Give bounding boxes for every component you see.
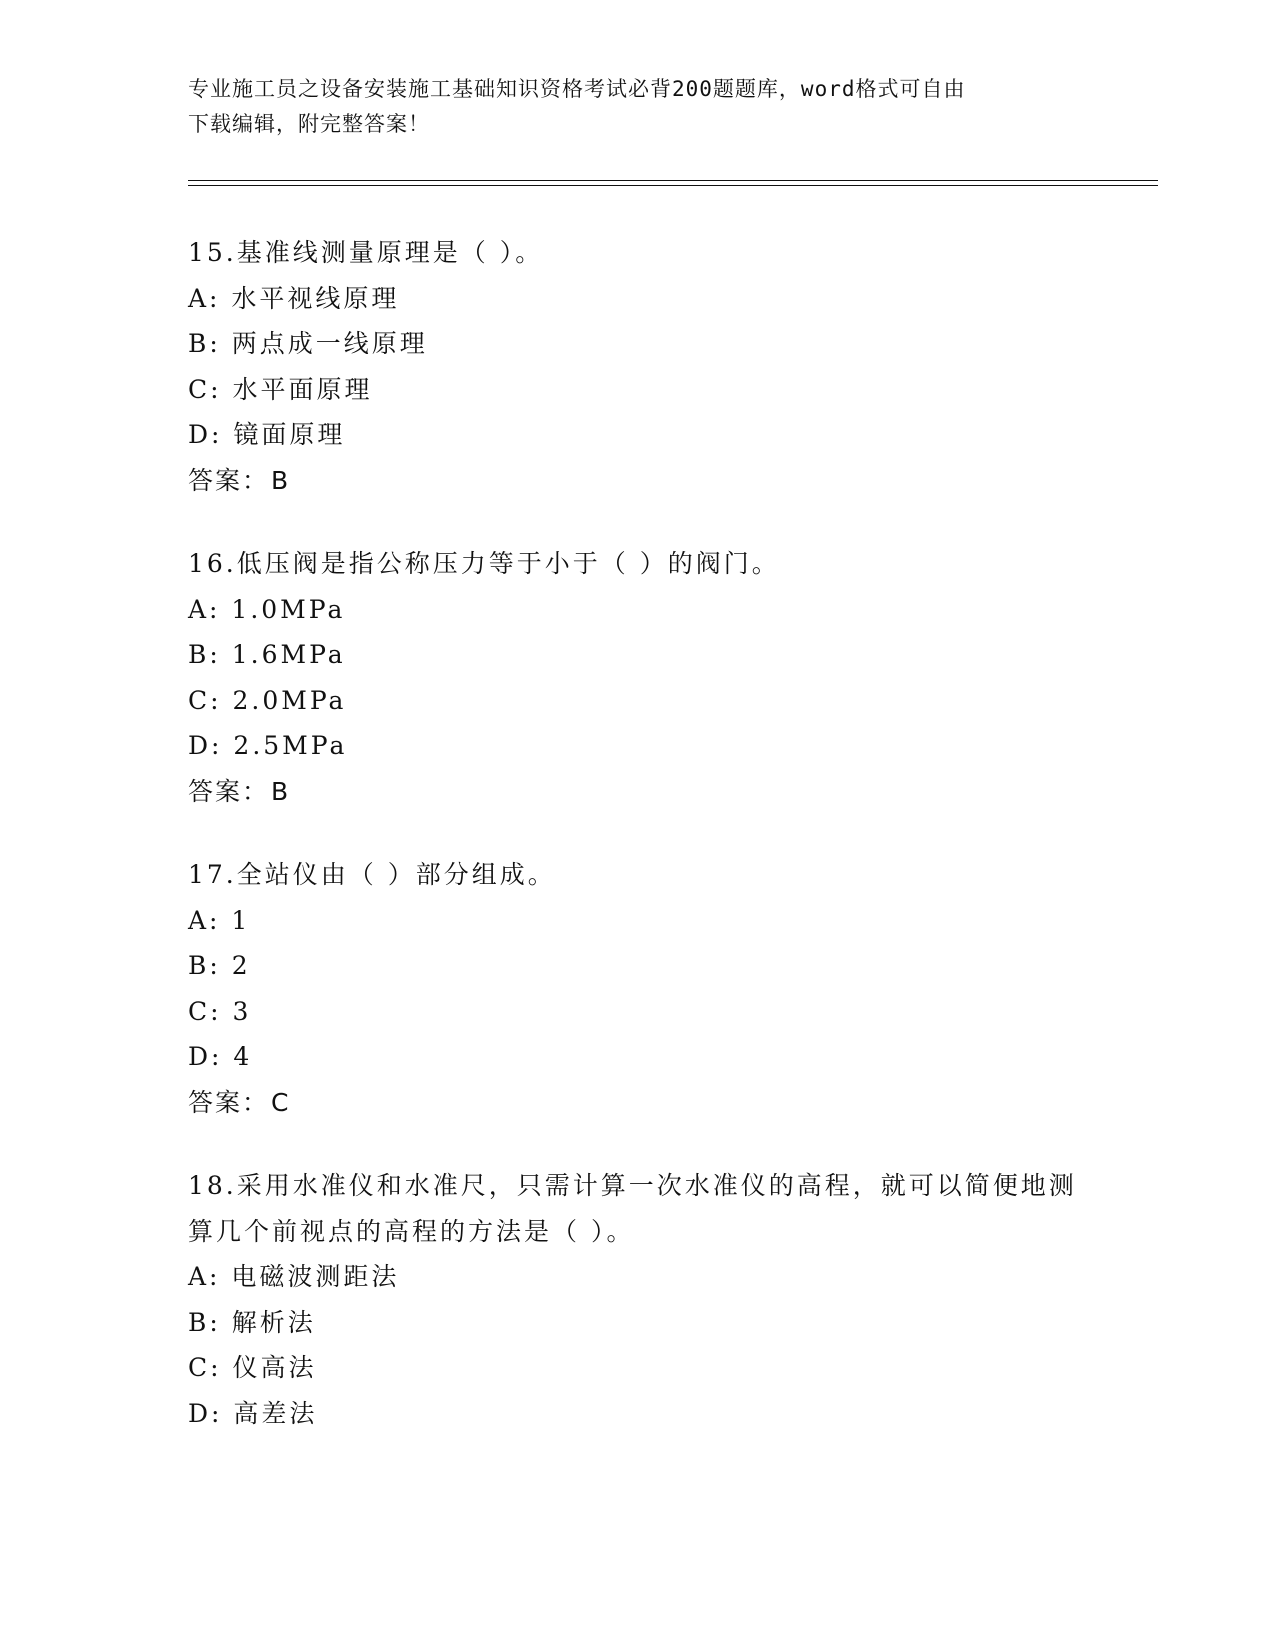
document-header [188,72,1068,142]
option-c: C: 仪高法 [188,1353,317,1382]
question-stem: 15.基准线测量原理是（ ）。 [188,238,544,267]
question-list [188,230,1088,1474]
question-stem: 18.采用水准仪和水准尺，只需计算一次水准仪的高程，就可以简便地测算几个前视点的高程的方法是（ ）。 [188,1171,1077,1246]
option-a: A: 1 [188,905,251,935]
answer-value: C [271,1087,291,1117]
header-title-line-1: 专业施工员之设备安装施工基础知识资格考试必背200题题库，word格式可自由 [188,77,966,101]
option-b: B: 解析法 [188,1307,316,1337]
question-stem: 16.低压阀是指公称压力等于小于（ ）的阀门。 [188,549,780,578]
option-c: C: 3 [188,996,252,1026]
option-a: A: 电磁波测距法 [188,1262,400,1291]
answer-line [188,769,1088,815]
option-d: D: 镜面原理 [188,420,346,449]
question-15 [188,230,1088,503]
answer-label: 答案： [188,776,270,806]
answer-value: B [271,776,291,806]
header-divider-top [188,180,1158,181]
option-b: B: 1.6MPa [188,640,346,669]
option-b: B: 两点成一线原理 [188,329,428,358]
option-d: D: 高差法 [188,1398,318,1428]
question-stem: 17.全站仪由（ ）部分组成。 [188,860,556,889]
option-a: A: 1.0MPa [188,594,346,624]
option-b: B: 2 [188,951,251,980]
option-d: D: 4 [188,1042,253,1071]
header-divider-bottom [188,185,1158,186]
header-title-line-2: 下载编辑，附完整答案！ [188,112,430,136]
option-a: A: 水平视线原理 [188,283,400,313]
option-c: C: 水平面原理 [188,374,373,404]
answer-line [188,1080,1088,1126]
option-c: C: 2.0MPa [188,685,347,715]
question-18 [188,1163,1088,1436]
answer-label: 答案： [188,465,270,495]
answer-line [188,458,1088,504]
answer-label: 答案： [188,1087,270,1117]
option-d: D: 2.5MPa [188,731,348,760]
answer-value: B [271,465,291,495]
question-16 [188,541,1088,814]
question-17 [188,852,1088,1125]
